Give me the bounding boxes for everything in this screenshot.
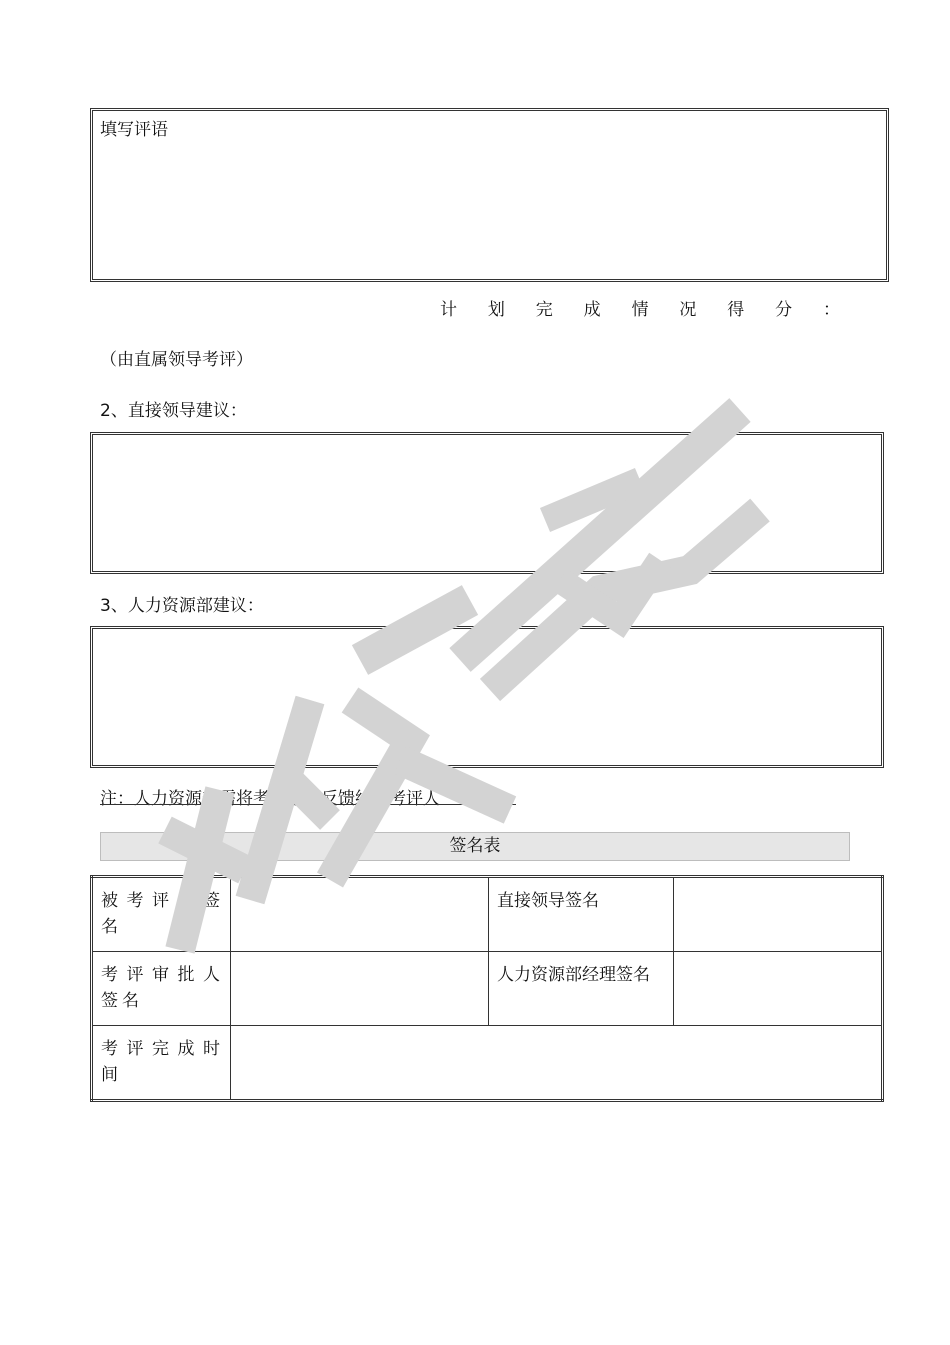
score-char: ：: [823, 300, 840, 320]
plan-completion-score-line: [440, 295, 840, 320]
evaluator-note: （由直属领导考评）: [100, 350, 253, 370]
signature-table: [90, 875, 884, 1102]
direct-leader-signature-label: 直接领导签名: [489, 877, 674, 952]
direct-leader-signature-field[interactable]: [674, 877, 883, 952]
approver-signature-field[interactable]: [231, 952, 489, 1026]
score-char: 划: [487, 300, 505, 320]
score-char: 完: [535, 300, 553, 320]
approver-signature-label: 考评审批人签名: [92, 952, 231, 1026]
signature-table-header: 签名表: [100, 832, 850, 861]
score-char: 分: [775, 300, 793, 320]
comment-box[interactable]: [90, 108, 889, 282]
section3-title: 3、人力资源部建议：: [100, 596, 264, 616]
direct-leader-suggestion-box[interactable]: [90, 432, 884, 574]
section2-title: 2、直接领导建议：: [100, 401, 247, 421]
table-row: [92, 877, 883, 952]
comment-box-label: 填写评语: [100, 120, 168, 140]
score-char: 得: [727, 300, 745, 320]
hr-manager-signature-field[interactable]: [674, 952, 883, 1026]
completion-time-field[interactable]: [231, 1025, 883, 1100]
note-underline: [100, 804, 516, 805]
table-row: [92, 1025, 883, 1100]
evaluatee-signature-label: 被考评人签名: [92, 877, 231, 952]
table-row: [92, 952, 883, 1026]
hr-manager-signature-label: 人力资源部经理签名: [489, 952, 674, 1026]
hr-suggestion-box[interactable]: [90, 626, 884, 768]
completion-time-label: 考评完成时间: [92, 1025, 231, 1100]
evaluatee-signature-field[interactable]: [231, 877, 489, 952]
score-char: 情: [631, 300, 649, 320]
feedback-note: 注：人力资源部需将考评结果反馈给被考评人: [100, 789, 440, 809]
score-char: 成: [583, 300, 601, 320]
score-char: 况: [679, 300, 697, 320]
score-char: 计: [440, 300, 457, 320]
